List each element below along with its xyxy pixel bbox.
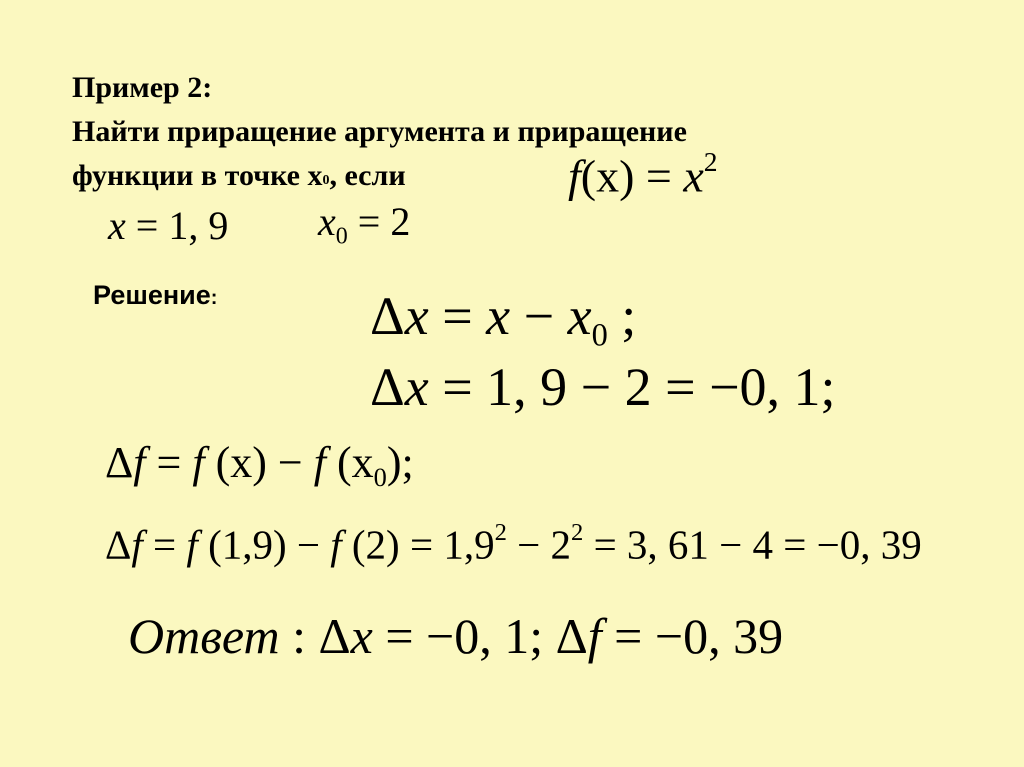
delta-symbol: Δ (370, 357, 405, 417)
x-symbol: x (486, 286, 511, 346)
solution-label (93, 280, 217, 311)
delta-x-calculation (370, 356, 836, 418)
f-symbol: f (192, 438, 205, 487)
f-symbol: f (186, 521, 198, 568)
x-symbol: x (404, 357, 429, 417)
delta-symbol: Δ (105, 521, 132, 568)
task-line-2-suffix: , если (329, 159, 406, 192)
calc-part: (2) = 1,9 (341, 521, 495, 568)
task-line-1: Найти приращение аргумента и приращение (72, 115, 687, 148)
f-symbol: f (568, 150, 581, 202)
delta-x-definition (370, 285, 636, 354)
x-symbol: x (108, 203, 126, 248)
example-label: Пример 2: (72, 71, 213, 104)
solution-colon: : (210, 287, 218, 309)
answer-part: = −0, 39 (601, 608, 784, 664)
minus: − (510, 286, 568, 346)
equals: = (347, 199, 391, 244)
x0-value: 2 (390, 199, 411, 244)
exponent: 2 (494, 519, 507, 546)
x-symbol: x (404, 286, 429, 346)
x0-symbol: x (567, 286, 592, 346)
equals: = (145, 438, 193, 487)
f-symbol: f (587, 608, 602, 664)
equals: = (125, 203, 169, 248)
delta-symbol: Δ (105, 438, 134, 487)
x0-subscript: 0 (591, 317, 608, 354)
f-arg: (x) (580, 150, 635, 202)
task-line-2-prefix: функции в точке x (72, 159, 323, 192)
delta-x-result: = 1, 9 − 2 = −0, 1; (428, 357, 836, 417)
x-value: 1, 9 (168, 203, 229, 248)
task-line-2-subscript: 0 (322, 173, 330, 188)
semicolon: ); (386, 438, 414, 487)
f-arg: (x) − (204, 438, 314, 487)
f-symbol: f (313, 438, 326, 487)
delta-f-calculation (105, 519, 922, 568)
x0-subscript: 0 (335, 223, 348, 250)
x-symbol: x (350, 608, 373, 664)
delta-symbol: Δ (370, 286, 405, 346)
equals: = (634, 150, 684, 202)
calc-part: − 2 (506, 521, 572, 568)
f-arg: (1,9) − (197, 521, 331, 568)
equals: = (142, 521, 187, 568)
delta-f-result: = 3, 61 − 4 = −0, 39 (583, 521, 922, 568)
delta-f-definition (105, 437, 414, 493)
answer-part: = −0, 1; Δ (372, 608, 588, 664)
x0-value-formula (318, 198, 410, 250)
answer-part: : Δ (279, 608, 351, 664)
f-symbol: f (133, 438, 146, 487)
exponent: 2 (571, 519, 584, 546)
f-symbol: f (330, 521, 342, 568)
x-symbol: x (683, 150, 704, 202)
x0-subscript: 0 (373, 462, 387, 493)
equals: = (428, 286, 487, 346)
semicolon: ; (607, 286, 637, 346)
answer-word: Ответ (128, 608, 280, 664)
function-formula (568, 146, 718, 203)
x0-symbol: x (318, 199, 336, 244)
x-value-formula (108, 202, 228, 249)
exponent: 2 (703, 146, 718, 177)
solution-word: Решение (93, 280, 211, 310)
f-symbol: f (131, 521, 143, 568)
answer (128, 607, 783, 665)
f-arg: (x (325, 438, 374, 487)
